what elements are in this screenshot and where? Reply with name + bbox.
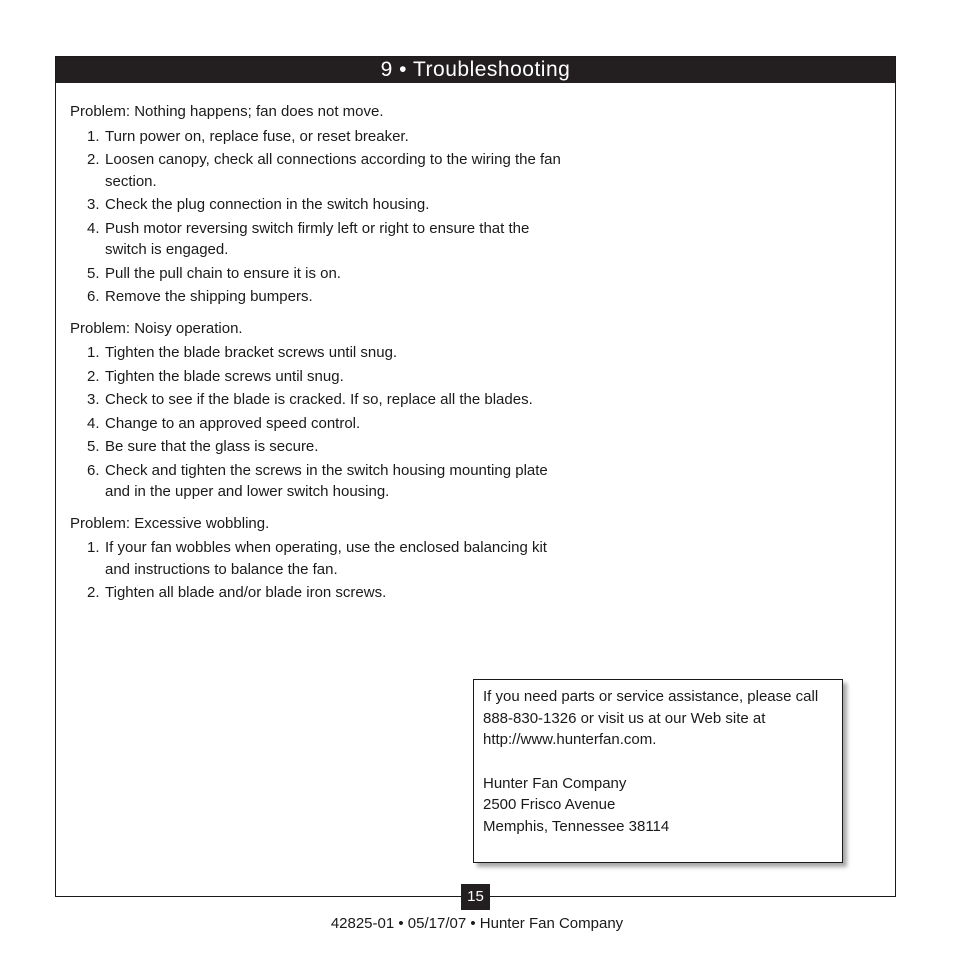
list-item [70, 126, 570, 148]
step-number: 2. [87, 584, 100, 601]
page-footer: 42825-01 • 05/17/07 • Hunter Fan Company [330, 915, 624, 932]
list-item [70, 194, 570, 216]
step-number: 4. [87, 414, 100, 432]
step-text: Check the plug connection in the switch housing. [105, 196, 430, 213]
street-address: 2500 Frisco Avenue [483, 796, 616, 813]
step-text: Loosen canopy, check all connections according to the wiring the fan section. [105, 151, 561, 190]
step-number: 6. [87, 288, 100, 305]
problem-block [70, 101, 570, 308]
list-item [70, 582, 570, 604]
list-item [70, 263, 570, 285]
steps-list [70, 342, 570, 503]
step-number: 3. [87, 196, 100, 213]
section-title: 9 • Troubleshooting [56, 57, 895, 83]
step-text: Push motor reversing switch firmly left or right to ensure that the switch is engaged. [105, 219, 530, 258]
step-text: Be sure that the glass is secure. [105, 438, 319, 455]
list-item [70, 460, 570, 503]
page-frame [55, 56, 896, 897]
problem-title: Problem: Nothing happens; fan does not move. [70, 103, 384, 120]
steps-list [70, 537, 570, 604]
list-item [70, 342, 570, 364]
step-text: Tighten the blade bracket screws until snug. [105, 344, 398, 361]
service-info-box [473, 679, 843, 863]
step-text: Turn power on, replace fuse, or reset breaker. [105, 127, 409, 145]
step-text: Remove the shipping bumpers. [105, 288, 313, 305]
step-number: 5. [87, 438, 100, 455]
step-text: Tighten the blade screws until snug. [105, 367, 344, 385]
step-text: Check and tighten the screws in the switch housing mounting plate and in the upper and lower switch housing. [105, 461, 548, 500]
list-item [70, 286, 570, 308]
step-number: 4. [87, 219, 100, 237]
step-number: 3. [87, 391, 100, 408]
list-item [70, 218, 570, 261]
step-number: 2. [87, 151, 100, 168]
list-item [70, 413, 570, 435]
list-item [70, 366, 570, 388]
problem-title: Problem: Excessive wobbling. [70, 514, 270, 532]
problem-block [70, 318, 570, 503]
problem-block [70, 513, 570, 604]
company-name: Hunter Fan Company [483, 774, 627, 792]
troubleshooting-content [70, 101, 570, 614]
step-number: 1. [87, 127, 100, 145]
list-item [70, 436, 570, 458]
step-number: 1. [87, 539, 100, 556]
list-item [70, 537, 570, 580]
step-number: 1. [87, 344, 100, 361]
step-number: 5. [87, 264, 100, 282]
assistance-text: If you need parts or service assistance, please call 888-830-1326 or visit us at our Web site at http://www.hunterfan.com. [483, 688, 819, 748]
problem-title: Problem: Noisy operation. [70, 319, 243, 337]
spacer [483, 751, 833, 773]
steps-list [70, 126, 570, 308]
step-number: 6. [87, 461, 100, 479]
step-text: Change to an approved speed control. [105, 414, 361, 432]
list-item [70, 149, 570, 192]
step-text: Tighten all blade and/or blade iron screws. [105, 584, 387, 601]
step-text: Check to see if the blade is cracked. If so, replace all the blades. [105, 391, 533, 408]
step-text: Pull the pull chain to ensure it is on. [105, 264, 341, 282]
step-text: If your fan wobbles when operating, use the enclosed balancing kit and instructions to balance the fan. [105, 539, 547, 578]
page-number: 15 [461, 884, 490, 910]
city-state-zip: Memphis, Tennessee 38114 [483, 817, 670, 835]
step-number: 2. [87, 367, 100, 385]
list-item [70, 389, 570, 411]
